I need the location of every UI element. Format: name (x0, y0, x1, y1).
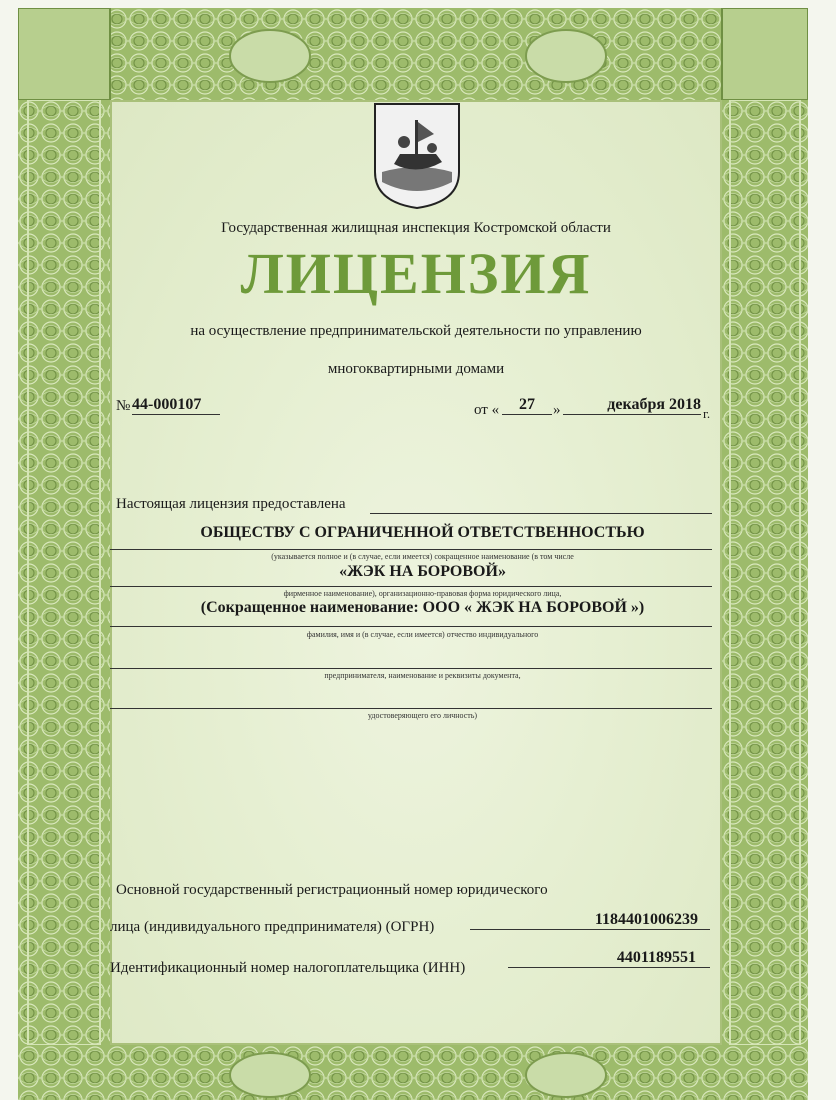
field-hint: фамилия, имя и (в случае, если имеется) отчество индивидуального (306, 630, 539, 639)
granted-label: Настоящая лицензия предоставлена (116, 496, 346, 512)
underline (110, 549, 712, 550)
ornamental-border-bottom (18, 1045, 808, 1100)
organization-short-name: (Сокращенное наименование: ООО « ЖЭК НА БОРОВОЙ ») (200, 599, 645, 616)
coat-of-arms-icon (372, 102, 462, 210)
ogrn-label-line-2: лица (индивидуального предпринимателя) (ОГРН) (110, 919, 435, 935)
number-label: № (116, 398, 131, 414)
underline (110, 626, 712, 627)
ornamental-border-top (18, 8, 808, 100)
date-year-suffix: г. (703, 406, 711, 421)
field-hint: предпринимателя, наименование и реквизиты документа, (324, 671, 521, 680)
underline (110, 668, 712, 669)
field-hint: (указывается полное и (в случае, если имеется) сокращенное наименование (в том числе (271, 552, 574, 561)
date-month-year: декабря 2018 (563, 396, 701, 415)
field-hint: фирменное наименование), организационно-правовая форма юридического лица, (283, 589, 562, 598)
organization-full-name: ОБЩЕСТВУ С ОГРАНИЧЕННОЙ ОТВЕТСТВЕННОСТЬЮ (200, 524, 645, 541)
underline (110, 708, 712, 709)
subtitle-line-2: многоквартирными домами (327, 361, 505, 377)
date-day: 27 (502, 396, 552, 415)
issuer-name: Государственная жилищная инспекция Костромской области (221, 220, 611, 236)
license-number: 44-000107 (132, 396, 220, 415)
ornamental-border-left (18, 100, 110, 1045)
inn-value: 4401189551 (508, 949, 710, 968)
date-quote-close: » (553, 402, 561, 418)
document-title: ЛИЦЕНЗИЯ (240, 241, 592, 306)
ogrn-value: 1184401006239 (470, 911, 710, 930)
ogrn-label-line-1: Основной государственный регистрационный номер юридического (116, 882, 548, 898)
field-hint: удостоверяющего его личность) (367, 711, 478, 720)
date-from-label: от « (474, 402, 500, 418)
granted-underline (370, 513, 712, 514)
organization-brand-name: «ЖЭК НА БОРОВОЙ» (339, 563, 506, 580)
inn-label: Идентификационный номер налогоплательщика (ИНН) (110, 960, 466, 976)
underline (110, 586, 712, 587)
subtitle-line-1: на осуществление предпринимательской деятельности по управлению (190, 323, 642, 339)
